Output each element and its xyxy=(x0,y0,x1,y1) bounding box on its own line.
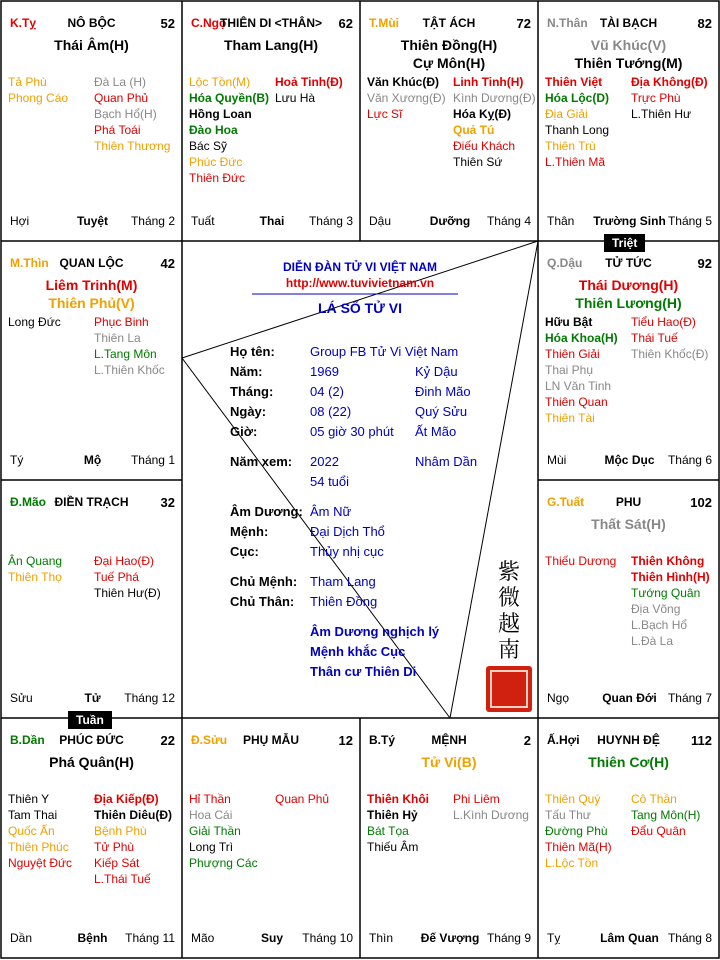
minor-star: Thiên Không xyxy=(631,554,705,568)
tuan-marker: Tuần xyxy=(68,711,112,729)
minor-star: Thiên Hư(Đ) xyxy=(94,586,161,600)
footer-month: Tháng 11 xyxy=(125,931,175,945)
minor-star: Thiên Mã(H) xyxy=(545,840,612,854)
palace-stem-branch: T.Mùi xyxy=(369,16,399,30)
main-star: Thái Dương(H) xyxy=(578,277,679,293)
footer-branch: Mùi xyxy=(547,453,567,467)
minor-star: Thai Phụ xyxy=(545,363,594,377)
minor-star: Thiên Việt xyxy=(545,75,603,89)
footer-branch: Thân xyxy=(547,214,575,228)
main-stars xyxy=(361,36,537,72)
minor-star: Thiên Y xyxy=(8,792,50,806)
minor-star: Kiếp Sát xyxy=(94,856,140,870)
minor-star: Thiên Quan xyxy=(545,395,608,409)
stars-right-column xyxy=(631,553,710,649)
info-value-secondary: Đinh Mão xyxy=(415,384,471,399)
footer-branch: Dần xyxy=(10,931,33,945)
minor-star: L.Kình Dương xyxy=(453,808,529,822)
palace-stem-branch: G.Tuất xyxy=(547,495,585,509)
minor-star: Thiên Khốc(Đ) xyxy=(631,347,709,361)
stars-right-column xyxy=(275,74,343,106)
minor-star: Cô Thần xyxy=(631,792,677,806)
minor-star: Thiên Đức xyxy=(189,171,246,185)
minor-star: Phi Liêm xyxy=(453,792,500,806)
minor-star: L.Bạch Hổ xyxy=(631,618,688,632)
triet-marker: Triệt xyxy=(604,234,645,252)
minor-star: Linh Tinh(H) xyxy=(453,75,524,89)
stars-left-column xyxy=(367,74,446,122)
palace-footer xyxy=(191,931,353,947)
minor-star: Thiên Hỷ xyxy=(367,808,418,822)
minor-star: Hỉ Thần xyxy=(189,792,231,806)
minor-star: L.Thiên Khốc xyxy=(94,363,165,377)
minor-star: Văn Khúc(Đ) xyxy=(367,75,439,89)
palace-stem-branch: K.Tỵ xyxy=(10,16,37,30)
palace-name: ĐIỀN TRẠCH xyxy=(54,495,129,509)
palace-no-boc xyxy=(2,2,181,240)
stars-right-column xyxy=(275,791,329,807)
main-star: Tham Lang(H) xyxy=(223,37,319,53)
minor-star: Tam Thai xyxy=(8,808,58,822)
footer-stage: Dưỡng xyxy=(429,214,471,228)
palace-age-number: 12 xyxy=(338,733,353,748)
palace-age-number: 72 xyxy=(516,16,531,31)
palace-footer xyxy=(369,214,531,230)
palace-age-number: 32 xyxy=(160,495,175,510)
info-label: Mệnh: xyxy=(230,524,269,539)
info-label: Âm Dương: xyxy=(230,504,303,519)
info-label: Chủ Mệnh: xyxy=(230,574,298,589)
info-value: 05 giờ 30 phút xyxy=(310,424,394,439)
footer-branch: Mão xyxy=(191,931,215,945)
palace-footer xyxy=(369,931,531,947)
chart-note: Thân cư Thiên Di xyxy=(310,664,417,679)
main-stars xyxy=(2,36,181,54)
info-label: Tháng: xyxy=(230,384,274,399)
palace-footer xyxy=(547,214,712,230)
minor-star: Địa Võng xyxy=(631,602,681,616)
footer-stage: Mộc Dục xyxy=(604,453,655,467)
stars-right-column xyxy=(631,314,708,362)
footer-branch: Dậu xyxy=(369,214,392,228)
minor-star: Đào Hoa xyxy=(189,123,238,137)
stars-left-column xyxy=(367,791,429,855)
minor-star: Tấu Thư xyxy=(545,808,591,822)
palace-name: THIÊN DI <THÂN> xyxy=(219,16,322,30)
minor-star: LN Văn Tinh xyxy=(545,379,612,393)
minor-star: Lực Sĩ xyxy=(367,107,403,121)
forum-name: DIỄN ĐÀN TỬ VI VIỆT NAM xyxy=(283,260,437,274)
minor-star: Lưu Hà xyxy=(275,91,316,105)
stars-left-column xyxy=(545,791,612,871)
info-value-secondary: Quý Sửu xyxy=(415,404,468,419)
palace-age-number: 52 xyxy=(160,16,175,31)
minor-star: Thiên La xyxy=(94,331,141,345)
minor-star: Giải Thần xyxy=(189,824,241,838)
info-value: 04 (2) xyxy=(310,384,344,399)
main-star: Vũ Khúc(V) xyxy=(590,37,667,53)
palace-age-number: 42 xyxy=(160,256,175,271)
info-value: Đại Dịch Thổ xyxy=(310,524,385,539)
minor-star: Phục Binh xyxy=(94,315,149,329)
minor-star: Bạch Hổ(H) xyxy=(94,107,157,121)
stars-left-column xyxy=(8,791,72,871)
palace-name: PHÚC ĐỨC xyxy=(59,733,124,747)
palace-stem-branch: Q.Dậu xyxy=(547,256,583,270)
info-value: 2022 xyxy=(310,454,339,469)
palace-tat-ach xyxy=(361,2,537,240)
palace-stem-branch: M.Thìn xyxy=(10,256,49,270)
footer-month: Tháng 2 xyxy=(130,214,175,228)
stars-left-column xyxy=(189,74,269,186)
minor-star: Thiên Phúc xyxy=(8,840,69,854)
minor-star: Quan Phủ xyxy=(94,91,149,105)
minor-star: Kình Dương(Đ) xyxy=(453,91,536,105)
palace-stem-branch: B.Tý xyxy=(369,733,396,747)
main-star: Tử Vi(B) xyxy=(421,754,477,770)
palace-dien-trach xyxy=(2,481,181,717)
stars-left-column xyxy=(8,314,61,330)
stars-left-column xyxy=(189,791,258,871)
palace-name: MỆNH xyxy=(431,733,467,747)
palace-age-number: 82 xyxy=(697,16,712,31)
info-value: Group FB Tử Vi Việt Nam xyxy=(310,344,459,359)
main-star: Liêm Trinh(M) xyxy=(45,277,138,293)
palace-name: HUYNH ĐỆ xyxy=(597,733,660,747)
minor-star: Văn Xương(Đ) xyxy=(367,91,446,105)
palace-phu xyxy=(539,481,718,717)
minor-star: Quan Phủ xyxy=(275,792,330,806)
minor-star: Thiên Quý xyxy=(545,792,601,806)
palace-name: PHỤ MẪU xyxy=(243,733,299,747)
palace-stem-branch: N.Thân xyxy=(547,16,588,30)
info-value: 54 tuổi xyxy=(310,474,350,489)
minor-star: Bệnh Phù xyxy=(94,824,147,838)
stars-right-column xyxy=(94,314,165,378)
main-star: Phá Quân(H) xyxy=(49,754,134,770)
stars-left-column xyxy=(545,314,618,426)
minor-star: Long Đức xyxy=(8,315,61,329)
minor-star: Hóa Kỵ(Đ) xyxy=(453,107,512,121)
chart-note: Âm Dương nghịch lý xyxy=(310,624,440,639)
main-stars xyxy=(361,753,537,771)
stars-right-column xyxy=(94,553,161,601)
palace-stem-branch: Đ.Sửu xyxy=(191,733,228,747)
info-label: Năm: xyxy=(230,364,263,379)
footer-stage: Suy xyxy=(260,931,283,945)
minor-star: Quốc Ấn xyxy=(8,824,55,838)
main-stars xyxy=(2,276,181,312)
minor-star: Địa Giải xyxy=(545,107,588,121)
footer-stage: Tuyệt xyxy=(76,214,109,228)
minor-star: Hoả Tinh(Đ) xyxy=(275,75,343,89)
minor-star: Bác Sỹ xyxy=(189,139,228,153)
palace-footer xyxy=(547,691,712,707)
footer-month: Tháng 5 xyxy=(667,214,712,228)
palace-age-number: 22 xyxy=(160,733,175,748)
palace-name: QUAN LỘC xyxy=(59,256,124,270)
minor-star: Tiểu Hao(Đ) xyxy=(631,315,696,329)
info-value: 08 (22) xyxy=(310,404,352,419)
minor-star: Đà La (H) xyxy=(94,75,147,89)
palace-quan-loc xyxy=(2,242,181,479)
palace-menh xyxy=(361,719,537,957)
minor-star: Phượng Các xyxy=(189,856,258,870)
minor-star: Thiên Giải xyxy=(545,347,600,361)
footer-stage: Mộ xyxy=(83,453,102,467)
footer-month: Tháng 4 xyxy=(486,214,531,228)
footer-month: Tháng 6 xyxy=(667,453,712,467)
footer-branch: Tỵ xyxy=(547,931,561,945)
minor-star: Trực Phù xyxy=(631,91,681,105)
minor-star: L.Tang Môn xyxy=(94,347,157,361)
main-star: Thiên Đồng(H) xyxy=(400,37,498,53)
minor-star: L.Đà La xyxy=(631,634,674,648)
info-value-secondary: Nhâm Dần xyxy=(415,454,478,469)
footer-branch: Sửu xyxy=(10,691,33,705)
info-label: Giờ: xyxy=(230,424,258,439)
palace-age-number: 112 xyxy=(691,733,712,748)
main-star: Thiên Cơ(H) xyxy=(588,754,669,770)
minor-star: Thái Tuế xyxy=(631,331,678,345)
minor-star: Hóa Lộc(D) xyxy=(545,91,609,105)
minor-star: L.Thái Tuế xyxy=(94,872,151,886)
info-label: Ngày: xyxy=(230,404,267,419)
main-stars xyxy=(539,36,718,72)
footer-branch: Thìn xyxy=(369,931,394,945)
footer-month: Tháng 12 xyxy=(124,691,175,705)
palace-stem-branch: B.Dần xyxy=(10,733,45,747)
palace-thien-di xyxy=(183,2,359,240)
palace-tu-tuc xyxy=(539,242,718,479)
footer-month: Tháng 8 xyxy=(667,931,712,945)
minor-star: Ân Quang xyxy=(8,554,63,568)
footer-branch: Tuất xyxy=(191,214,215,228)
minor-star: Phong Cáo xyxy=(8,91,69,105)
main-stars xyxy=(2,753,181,771)
minor-star: Tướng Quân xyxy=(631,586,701,600)
calligraphy-text: 紫微越南 xyxy=(497,560,520,663)
palace-footer xyxy=(10,214,175,230)
minor-star: L.Thiên Mã xyxy=(545,155,606,169)
minor-star: Hữu Bật xyxy=(545,315,593,329)
stars-right-column xyxy=(94,791,172,887)
minor-star: Tang Môn(H) xyxy=(631,808,701,822)
minor-star: L.Lộc Tồn xyxy=(545,856,599,870)
minor-star: Thiên Tài xyxy=(545,411,595,425)
chart-title: LÁ SỐ TỬ VI xyxy=(318,300,402,316)
info-value: Thủy nhị cục xyxy=(310,544,384,559)
main-stars xyxy=(539,276,718,312)
main-stars xyxy=(183,36,359,54)
footer-stage: Trường Sinh xyxy=(593,214,666,228)
palace-footer xyxy=(547,453,712,469)
stars-right-column xyxy=(94,74,170,154)
stars-left-column xyxy=(545,74,609,170)
stars-left-column xyxy=(545,553,616,569)
minor-star: Địa Kiếp(Đ) xyxy=(94,792,159,806)
footer-month: Tháng 10 xyxy=(302,931,353,945)
minor-star: Lộc Tồn(M) xyxy=(189,75,251,89)
minor-star: Hóa Khoa(H) xyxy=(545,331,618,345)
main-star: Thất Sát(H) xyxy=(591,516,666,532)
palace-stem-branch: Ấ.Hợi xyxy=(547,733,580,747)
main-stars xyxy=(539,515,718,533)
palace-name: TẬT ÁCH xyxy=(422,16,476,30)
footer-branch: Tý xyxy=(10,453,24,467)
footer-branch: Hợi xyxy=(10,214,30,228)
main-stars xyxy=(539,753,718,771)
palace-name: NÔ BỘC xyxy=(67,16,116,30)
minor-star: L.Thiên Hư xyxy=(631,107,692,121)
minor-star: Thiếu Dương xyxy=(545,554,617,568)
minor-star: Tử Phù xyxy=(94,840,135,854)
minor-star: Thiên Sứ xyxy=(453,155,503,169)
info-label: Họ tên: xyxy=(230,344,275,359)
stars-right-column xyxy=(631,791,700,839)
palace-age-number: 62 xyxy=(338,16,353,31)
main-star: Thiên Tướng(M) xyxy=(574,55,683,71)
palace-huynh-de xyxy=(539,719,718,957)
palace-age-number: 102 xyxy=(690,495,712,510)
minor-star: Tả Phù xyxy=(8,75,47,89)
info-label: Năm xem: xyxy=(230,454,293,469)
footer-stage: Lâm Quan xyxy=(600,931,659,945)
footer-month: Tháng 1 xyxy=(130,453,175,467)
info-value: Tham Lang xyxy=(310,574,376,589)
info-value: Âm Nữ xyxy=(310,504,352,519)
palace-name: TỬ TỨC xyxy=(605,256,652,270)
info-value: Thiên Đồng xyxy=(310,594,378,609)
palace-age-number: 2 xyxy=(523,733,531,748)
minor-star: Thiên Thương xyxy=(94,139,171,153)
palace-footer xyxy=(10,931,175,947)
footer-stage: Quan Đới xyxy=(602,691,657,705)
minor-star: Thiên Trù xyxy=(545,139,596,153)
minor-star: Quả Tú xyxy=(453,123,495,137)
minor-star: Thiên Diêu(Đ) xyxy=(94,808,172,822)
minor-star: Thiên Khôi xyxy=(367,792,429,806)
footer-month: Tháng 7 xyxy=(667,691,712,705)
red-seal-stamp xyxy=(486,666,532,712)
palace-footer xyxy=(191,214,353,230)
minor-star: Hoa Cái xyxy=(189,808,233,822)
stars-right-column xyxy=(453,74,536,170)
minor-star: Đường Phù xyxy=(545,824,608,838)
minor-star: Long Trì xyxy=(189,840,234,854)
palace-name: TÀI BẠCH xyxy=(599,16,658,30)
info-label: Cục: xyxy=(230,544,259,559)
palace-stem-branch: C.Ngọ xyxy=(191,16,227,30)
stars-left-column xyxy=(8,74,68,106)
footer-stage: Tử xyxy=(84,691,101,705)
minor-star: Hóa Quyền(B) xyxy=(189,91,270,105)
minor-star: Thiên Hình(H) xyxy=(631,570,710,584)
minor-star: Địa Không(Đ) xyxy=(631,75,708,89)
footer-stage: Đế Vượng xyxy=(420,931,480,945)
minor-star: Bát Tọa xyxy=(367,824,409,838)
palace-stem-branch: Đ.Mão xyxy=(10,495,46,509)
minor-star: Hồng Loan xyxy=(189,107,252,121)
footer-month: Tháng 3 xyxy=(308,214,353,228)
footer-stage: Bệnh xyxy=(77,931,108,945)
palace-phu-mau xyxy=(183,719,359,957)
main-star: Cự Môn(H) xyxy=(412,55,486,71)
palace-footer xyxy=(547,931,712,947)
minor-star: Thiên Thọ xyxy=(8,570,62,584)
palace-age-number: 92 xyxy=(697,256,712,271)
palace-name: PHU xyxy=(615,495,642,509)
minor-star: Thiếu Âm xyxy=(367,840,419,854)
stars-right-column xyxy=(453,791,529,823)
palace-tai-bach xyxy=(539,2,718,240)
main-star: Thiên Lương(H) xyxy=(575,295,682,311)
minor-star: Phá Toái xyxy=(94,123,141,137)
footer-branch: Ngọ xyxy=(547,691,570,705)
forum-url[interactable]: http://www.tuvivietnam.vn xyxy=(285,276,435,290)
info-value: 1969 xyxy=(310,364,339,379)
chart-note: Mệnh khắc Cục xyxy=(310,644,406,659)
minor-star: Điếu Khách xyxy=(453,139,516,153)
info-label: Chủ Thân: xyxy=(230,594,295,609)
palace-phuc-duc xyxy=(2,719,181,957)
minor-star: Đại Hao(Đ) xyxy=(94,554,155,568)
info-value-secondary: Ất Mão xyxy=(415,424,457,439)
main-star: Thiên Phủ(V) xyxy=(48,295,135,311)
main-star: Thái Âm(H) xyxy=(54,37,129,53)
minor-star: Thanh Long xyxy=(545,123,610,137)
minor-star: Đẩu Quân xyxy=(631,824,686,838)
minor-star: Tuế Phá xyxy=(94,570,139,584)
minor-star: Nguyệt Đức xyxy=(8,856,73,870)
minor-star: Phúc Đức xyxy=(189,155,243,169)
palace-footer xyxy=(10,691,175,707)
stars-left-column xyxy=(8,553,62,585)
footer-month: Tháng 9 xyxy=(486,931,531,945)
stars-right-column xyxy=(631,74,708,122)
footer-stage: Thai xyxy=(259,214,285,228)
palace-footer xyxy=(10,453,175,469)
info-value-secondary: Kỷ Dậu xyxy=(415,364,458,379)
